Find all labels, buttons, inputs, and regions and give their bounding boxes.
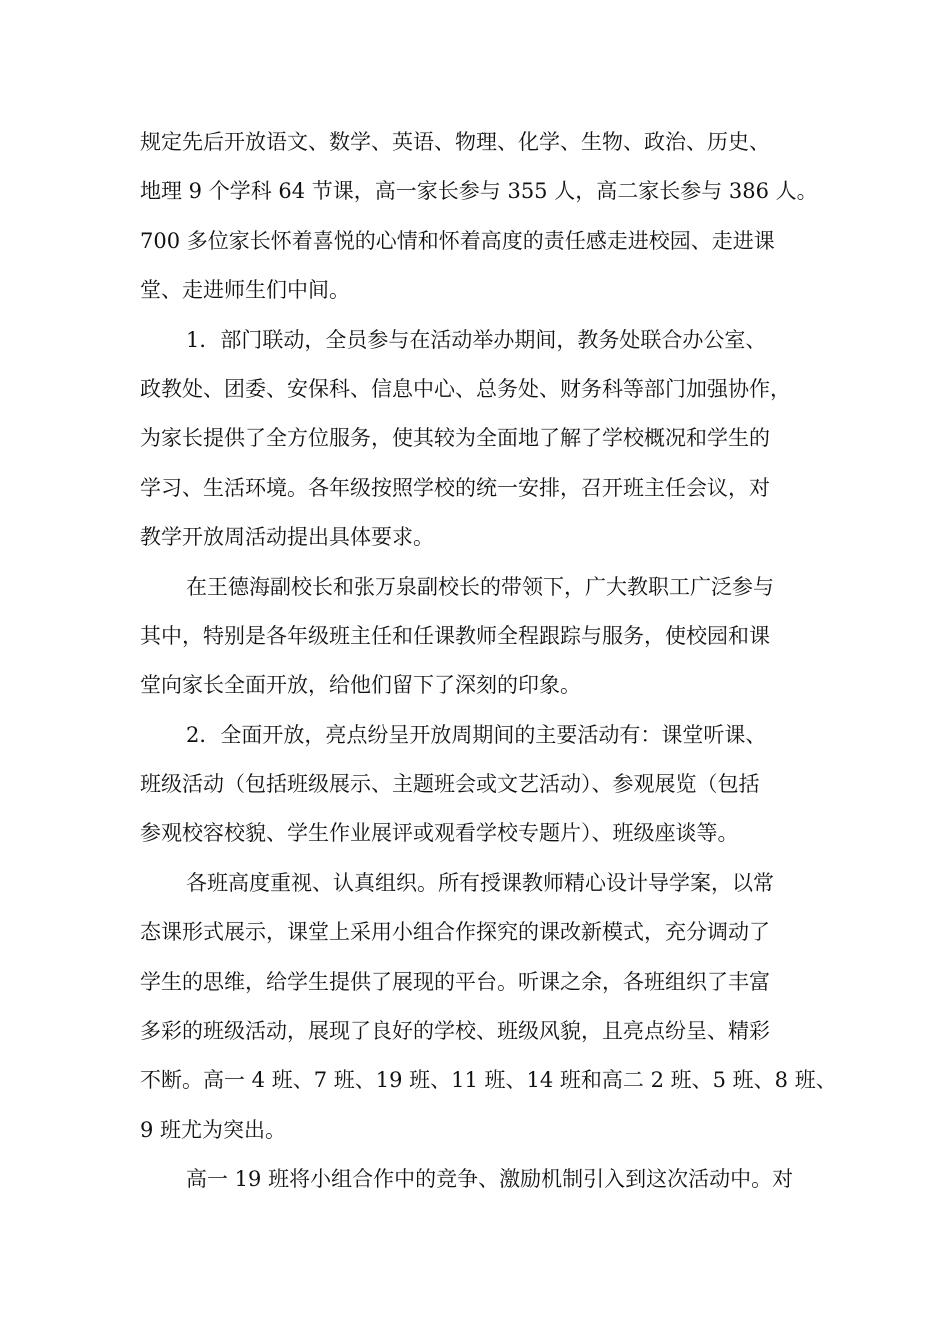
text-line: 态课形式展示，课堂上采用小组合作探究的课改新模式，充分调动了 xyxy=(140,920,770,945)
text-line: 2．全面开放，亮点纷呈开放周期间的主要活动有：课堂听课、 xyxy=(186,722,767,747)
text-line: 参观校容校貌、学生作业展评或观看学校专题片）、班级座谈等。 xyxy=(140,821,739,846)
text-line: 规定先后开放语文、数学、英语、物理、化学、生物、政治、历史、 xyxy=(140,130,770,154)
text-line: 政教处、团委、安保科、信息中心、总务处、财务科等部门加强协作， xyxy=(140,376,791,401)
document-body xyxy=(140,118,840,1205)
text-line: 其中，特别是各年级班主任和任课教师全程跟踪与服务，使校园和课 xyxy=(140,623,770,648)
text-line: 班级活动（包括班级展示、主题班会或文艺活动）、参观展览（包括 xyxy=(140,772,760,797)
paragraph xyxy=(140,859,840,1155)
text-line: 不断。高一 4 班、7 班、19 班、11 班、14 班和高二 2 班、5 班、8 班、 xyxy=(140,1068,837,1093)
paragraph xyxy=(140,118,840,316)
text-line: 700 多位家长怀着喜悦的心情和怀着高度的责任感走进校园、走进课 xyxy=(140,228,775,253)
text-line: 为家长提供了全方位服务，使其较为全面地了解了学校概况和学生的 xyxy=(140,426,770,451)
paragraph xyxy=(140,563,840,711)
paragraph xyxy=(140,711,840,859)
text-line: 学生的思维，给学生提供了展现的平台。听课之余，各班组织了丰富 xyxy=(140,969,770,994)
text-line: 在王德海副校长和张万泉副校长的带领下，广大教职工广泛参与 xyxy=(186,574,774,599)
paragraph xyxy=(140,1155,840,1204)
text-line: 教学开放周活动提出具体要求。 xyxy=(140,525,434,550)
text-line: 各班高度重视、认真组织。所有授课教师精心设计导学案，以常 xyxy=(186,870,774,895)
text-line: 地理 9 个学科 64 节课，高一家长参与 355 人，高二家长参与 386 人。 xyxy=(140,179,818,204)
text-line: 多彩的班级活动，展现了良好的学校、班级风貌，且亮点纷呈、精彩 xyxy=(140,1019,770,1044)
text-line: 学习、生活环境。各年级按照学校的统一安排，召开班主任会议，对 xyxy=(140,475,770,500)
text-line: 堂、走进师生们中间。 xyxy=(140,278,350,303)
text-line: 9 班尤为突出。 xyxy=(140,1117,287,1142)
paragraph xyxy=(140,316,840,563)
text-line: 1．部门联动，全员参与在活动举办期间，教务处联合办公室、 xyxy=(186,327,767,352)
text-line: 堂向家长全面开放，给他们留下了深刻的印象。 xyxy=(140,673,581,698)
text-line: 高一 19 班将小组合作中的竞争、激励机制引入到这次活动中。对 xyxy=(186,1167,794,1192)
